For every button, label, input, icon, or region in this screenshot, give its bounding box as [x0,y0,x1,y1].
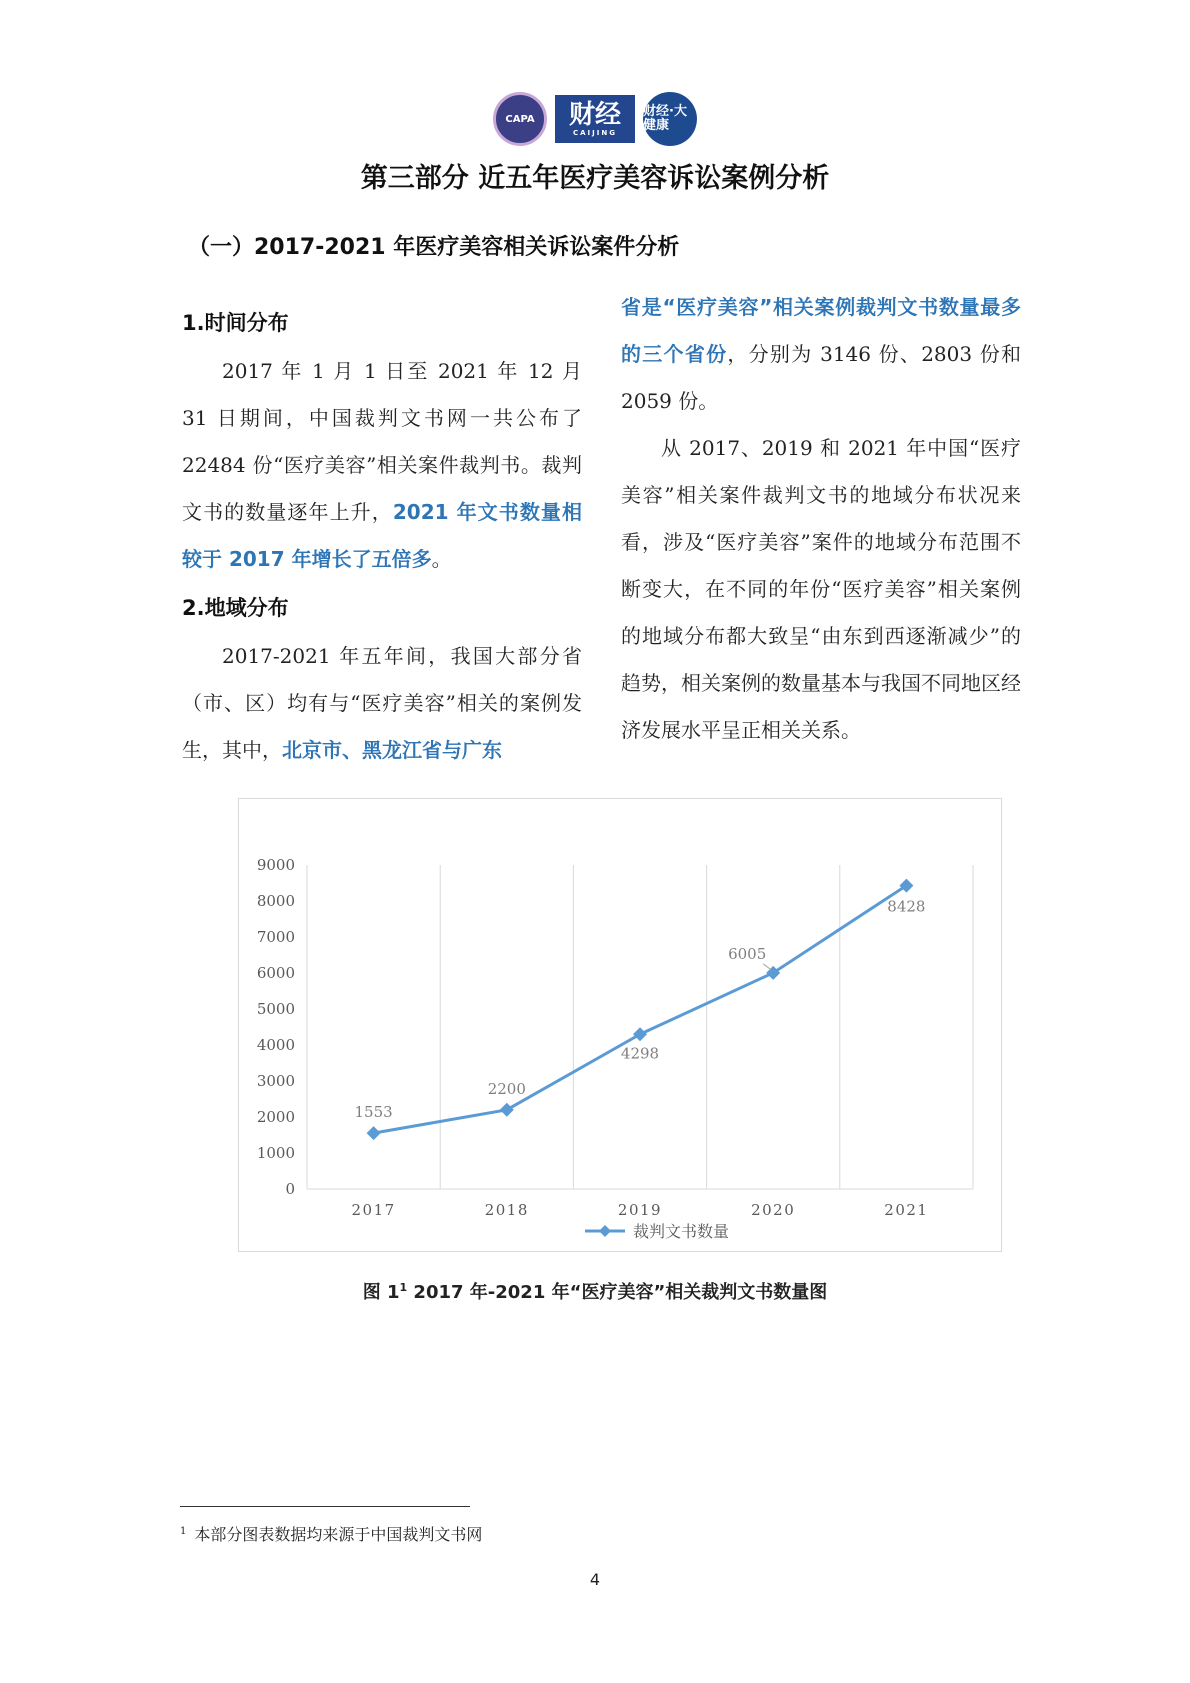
y-tick-label: 7000 [256,928,295,946]
figure-caption [0,1278,1190,1304]
series-line [374,886,907,1134]
page-title: 第三部分 近五年医疗美容诉讼案例分析 [360,163,830,194]
data-label: 2200 [487,1079,526,1098]
footnote-text: 本部分图表数据均来源于中国裁判文书网 [194,1525,483,1544]
region-highlight-right: 省是“医疗美容”相关案例裁判文书数量最多的三个省份 [621,295,1021,366]
region-highlight-left: 北京市、黑龙江省与广东 [282,738,502,762]
caijing-logo-cn: 财经 [568,99,621,130]
caption-prefix: 图 1 [362,1282,400,1303]
y-tick-label: 9000 [256,856,295,874]
chart-svg [239,799,1003,1253]
x-tick-label: 2020 [751,1201,796,1219]
x-tick-label: 2018 [484,1201,529,1219]
y-tick-label: 3000 [256,1072,295,1090]
footnote-divider [180,1506,470,1507]
time-paragraph [182,348,582,583]
y-tick-label: 0 [285,1180,295,1198]
page-number: 4 [589,1570,601,1589]
label-leader-line [763,964,771,970]
capa-logo [493,92,547,146]
caijing-logo [555,95,635,143]
y-tick-label: 1000 [256,1144,295,1162]
data-label: 8428 [887,897,926,916]
data-point [367,1126,381,1140]
legend-label: 裁判文书数量 [633,1222,730,1241]
caijing-logo-en: CAIJING [573,128,617,137]
logo-bar [0,92,1190,146]
y-tick-label: 6000 [256,964,295,982]
right-column [621,284,1021,754]
time-text-a: 2017 年 1 月 1 日至 2021 年 12 月 31 日期间，中国裁判文书网一共公布了 22484 份“医疗美容”相关案件裁判书。裁判文书的数量逐年上升， [182,359,582,524]
region-text-b: ，分别为 3146 份、2803 份和 2059 份。 [621,342,1021,413]
data-label: 1553 [354,1103,393,1122]
footnote-sup: 1 [180,1525,187,1537]
time-highlight: 2021 年文书数量相较于 2017 年增长了五倍多 [182,500,582,571]
caijing-health-logo [643,92,697,146]
data-label: 6005 [728,944,767,963]
legend-marker [599,1225,611,1237]
region-heading: 2.地域分布 [182,596,289,620]
capa-logo-text: CAPA [505,113,535,125]
health-logo-text: 财经·大健康 [643,104,687,133]
region-text-a: 2017-2021 年五年间，我国大部分省（市、区）均有与“医疗美容”相关的案例发生，其中， [182,644,582,762]
x-tick-label: 2021 [884,1201,929,1219]
footnote [180,1522,482,1545]
y-tick-label: 2000 [256,1108,295,1126]
data-label: 4298 [620,1044,660,1063]
line-chart [238,798,1002,1252]
region-paragraph-2: 从 2017、2019 和 2021 年中国“医疗美容”相关案件裁判文书的地域分布状况来看，涉及“医疗美容”案件的地域分布范围不断变大，在不同的年份“医疗美容”相关案例的地域分布都大致呈“由东到西逐渐减少”的趋势，相关案例的数量基本与我国不同地区经济发展水平呈正相关关系。 [621,436,1021,742]
y-tick-label: 5000 [256,1000,295,1018]
region-paragraph-continued [621,284,1021,425]
data-point [500,1103,514,1117]
y-tick-label: 8000 [256,892,295,910]
x-tick-label: 2017 [351,1201,396,1219]
x-tick-label: 2019 [617,1201,663,1219]
data-point [633,1027,647,1041]
caption-text: 2017 年-2021 年“医疗美容”相关裁判文书数量图 [407,1282,828,1303]
section-title: （一）2017-2021 年医疗美容相关诉讼案件分析 [188,235,680,260]
left-column [182,298,582,774]
region-paragraph [182,633,582,774]
time-heading: 1.时间分布 [182,311,289,335]
caption-sup: 1 [399,1281,408,1294]
time-text-b: 。 [431,547,452,571]
y-tick-label: 4000 [256,1036,295,1054]
